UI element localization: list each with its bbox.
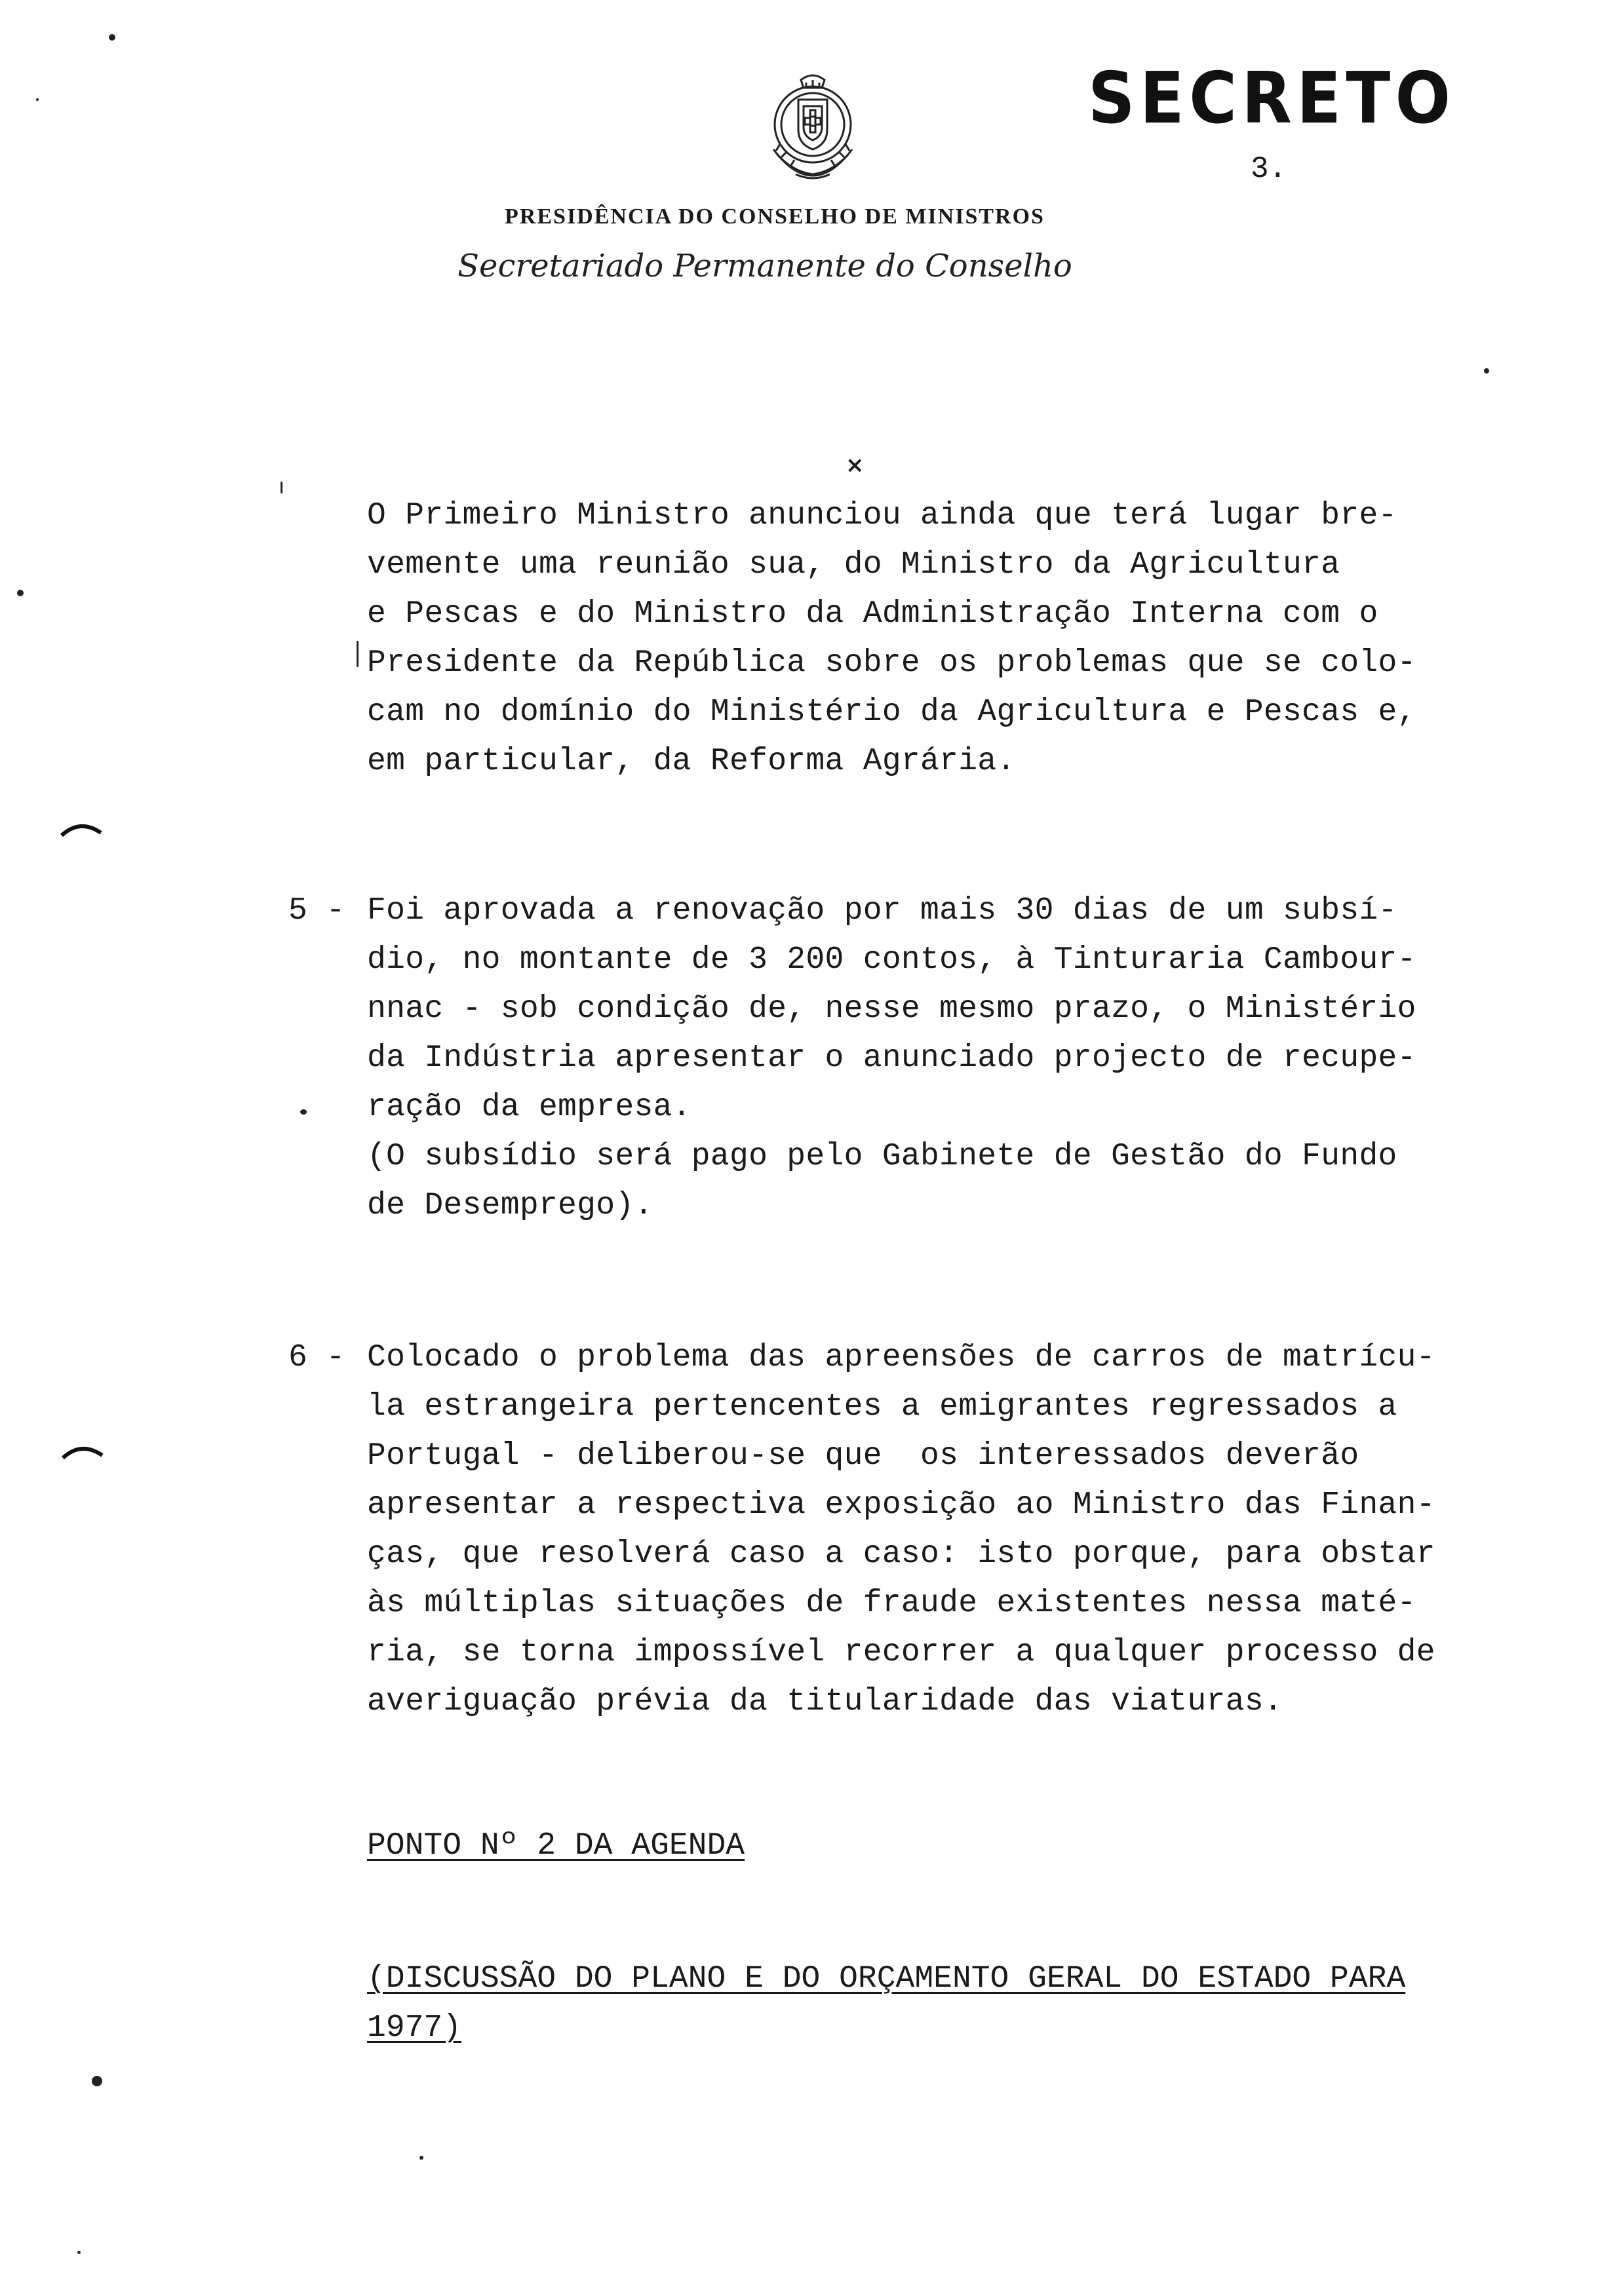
- item-6-number: 6 -: [288, 1340, 345, 1375]
- scan-speck: [92, 2076, 102, 2086]
- scan-speck: [109, 34, 115, 41]
- page-number: 3.: [1251, 152, 1287, 186]
- text-line: às múltiplas situações de fraude existentes nessa maté-: [367, 1586, 1416, 1621]
- text-line: (DISCUSSÃO DO PLANO E DO ORÇAMENTO GERAL DO ESTADO PARA: [367, 1961, 1406, 1997]
- text-line: vemente uma reunião sua, do Ministro da Agricultura: [367, 547, 1340, 583]
- organization-title: [0, 204, 1615, 229]
- text-line: Presidente da República sobre os problemas que se colo-: [367, 645, 1416, 681]
- scan-speck: [17, 590, 24, 596]
- text-line: Foi aprovada a renovação por mais 30 dias de um subsí-: [367, 893, 1397, 928]
- text-line: cam no domínio do Ministério da Agricultura e Pescas e,: [367, 695, 1416, 730]
- scan-speck: [419, 2156, 423, 2160]
- agenda-point-heading: PONTO Nº 2 DA AGENDA: [367, 1828, 745, 1864]
- scan-speck: [36, 98, 39, 101]
- item-5-number: 5 -: [288, 893, 345, 928]
- text-line: ria, se torna impossível recorrer a qualquer processo de: [367, 1635, 1435, 1670]
- text-line: O Primeiro Ministro anunciou ainda que terá lugar bre-: [367, 498, 1397, 533]
- scan-speck: [77, 2251, 81, 2254]
- portuguese-coat-of-arms-icon: [760, 71, 865, 189]
- item-5-paragraph: [367, 887, 1416, 1231]
- margin-bracket-mark: [60, 1438, 106, 1464]
- text-line: dio, no montante de 3 200 contos, à Tinturaria Cambour-: [367, 942, 1416, 978]
- item-6-paragraph: [367, 1333, 1435, 1727]
- intro-paragraph: [367, 491, 1416, 786]
- text-line: (O subsídio será pago pelo Gabinete de Gestão do Fundo: [367, 1139, 1397, 1174]
- text-line: e Pescas e do Ministro da Administração Interna com o: [367, 596, 1378, 632]
- text-line: da Indústria apresentar o anunciado projecto de recupe-: [367, 1041, 1416, 1076]
- text-line: ração da empresa.: [367, 1090, 691, 1125]
- text-line: 1977): [367, 2010, 462, 2046]
- text-line: ças, que resolverá caso a caso: isto porque, para obstar: [367, 1537, 1435, 1572]
- department-subtitle-text: Secretariado Permanente do Conselho: [457, 248, 1072, 284]
- classification-stamp: SECRETO: [1088, 58, 1456, 140]
- text-line: de Desemprego).: [367, 1188, 653, 1223]
- agenda-subject-heading: [367, 1955, 1405, 2053]
- scan-speck: [281, 482, 282, 493]
- text-line: Colocado o problema das apreensões de carros de matrícu-: [367, 1340, 1435, 1375]
- organization-title-text: PRESIDÊNCIA DO CONSELHO DE MINISTROS: [505, 204, 1045, 229]
- text-line: em particular, da Reforma Agrária.: [367, 744, 1016, 779]
- text-line: la estrangeira pertencentes a emigrantes regressados a: [367, 1389, 1397, 1425]
- scan-speck: [300, 1109, 307, 1115]
- text-line: Portugal - deliberou-se que os interessados deverão: [367, 1438, 1359, 1474]
- scan-speck: [1484, 368, 1489, 373]
- margin-rule-mark: [357, 641, 359, 667]
- department-subtitle: [0, 248, 1615, 284]
- text-line: averiguação prévia da titularidade das viaturas.: [367, 1684, 1283, 1719]
- text-line: nnac - sob condição de, nesse mesmo prazo, o Ministério: [367, 991, 1416, 1027]
- separator-mark: ×: [846, 452, 865, 478]
- text-line: apresentar a respectiva exposição ao Ministro das Finan-: [367, 1487, 1435, 1523]
- margin-bracket-mark: [59, 816, 105, 842]
